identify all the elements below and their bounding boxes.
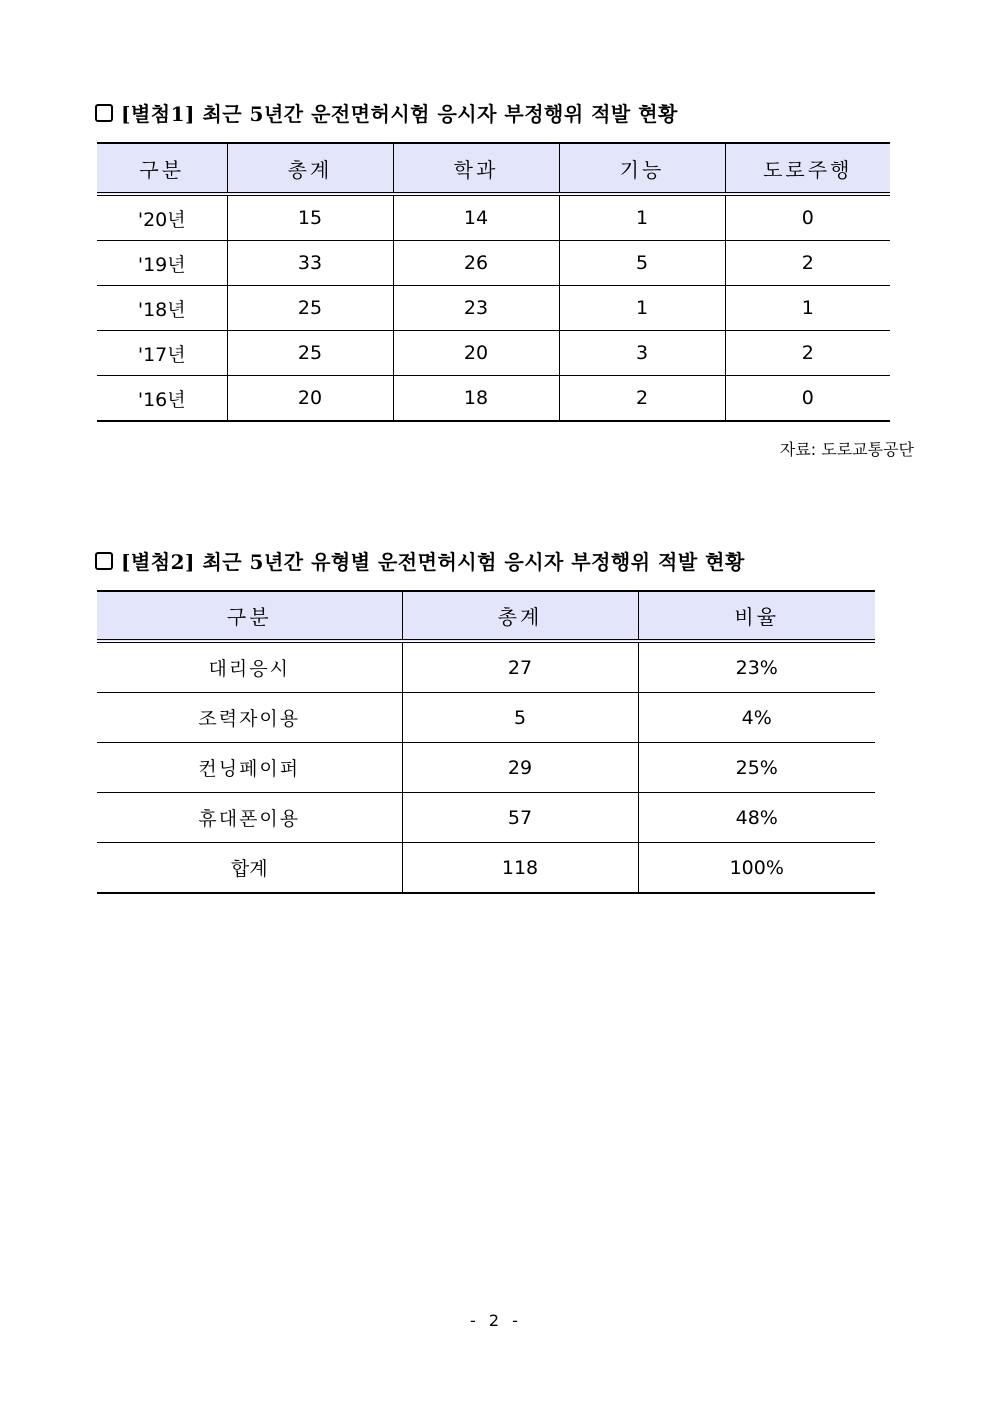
table-cell: 0 (725, 194, 890, 241)
table-cell: 23% (638, 641, 875, 693)
table-cell: 26 (393, 241, 559, 286)
table-cell: 2 (725, 241, 890, 286)
table-cell: 27 (402, 641, 638, 693)
table-cell: 5 (402, 693, 638, 743)
table-cell: 20 (393, 331, 559, 376)
table-cell: 컨닝페이퍼 (97, 743, 402, 793)
table-header-row (97, 143, 890, 194)
page-number: - 2 - (470, 1311, 522, 1330)
column-header-total: 총계 (227, 143, 393, 194)
table-header-row (97, 591, 875, 641)
column-header-category: 구분 (97, 591, 402, 641)
table-cell: 29 (402, 743, 638, 793)
table-cell: 100% (638, 843, 875, 894)
table-row (97, 693, 875, 743)
table-cell: 1 (559, 286, 725, 331)
table-cell: 1 (725, 286, 890, 331)
table-cell: '16년 (97, 376, 227, 422)
table-cell: 20 (227, 376, 393, 422)
section1-title: [별첨1] 최근 5년간 운전면허시험 응시자 부정행위 적발 현황 (121, 102, 678, 126)
table-cell: 14 (393, 194, 559, 241)
table-violations-by-type (97, 590, 875, 894)
table-cell: 2 (725, 331, 890, 376)
section2-heading (95, 546, 745, 575)
table-row (97, 743, 875, 793)
table-cell: 18 (393, 376, 559, 422)
table-cell: '18년 (97, 286, 227, 331)
table-cell: 57 (402, 793, 638, 843)
table-cell: 합계 (97, 843, 402, 894)
column-header-written: 학과 (393, 143, 559, 194)
column-header-skill: 기능 (559, 143, 725, 194)
table-cell: '19년 (97, 241, 227, 286)
table-cell: '20년 (97, 194, 227, 241)
table-cell: 15 (227, 194, 393, 241)
column-header-ratio: 비율 (638, 591, 875, 641)
table-cell: 25% (638, 743, 875, 793)
table-row (97, 331, 890, 376)
table-cell: '17년 (97, 331, 227, 376)
table-row (97, 793, 875, 843)
table-row (97, 376, 890, 422)
table-cell: 23 (393, 286, 559, 331)
table-cell: 25 (227, 331, 393, 376)
table-cell: 118 (402, 843, 638, 894)
table-cell: 5 (559, 241, 725, 286)
column-header-category: 구분 (97, 143, 227, 194)
table-cell: 조력자이용 (97, 693, 402, 743)
column-header-road: 도로주행 (725, 143, 890, 194)
table-violations-by-year (97, 142, 890, 422)
table-row (97, 641, 875, 693)
table-cell: 25 (227, 286, 393, 331)
checkbox-square-icon (95, 552, 113, 570)
table-cell: 1 (559, 194, 725, 241)
table-cell: 휴대폰이용 (97, 793, 402, 843)
table-cell: 4% (638, 693, 875, 743)
table-row (97, 241, 890, 286)
table-cell: 48% (638, 793, 875, 843)
table-cell: 33 (227, 241, 393, 286)
column-header-total: 총계 (402, 591, 638, 641)
section1-heading (95, 98, 678, 127)
table-row (97, 194, 890, 241)
section2-title: [별첨2] 최근 5년간 유형별 운전면허시험 응시자 부정행위 적발 현황 (121, 550, 745, 574)
checkbox-square-icon (95, 104, 113, 122)
table-cell: 3 (559, 331, 725, 376)
table-row (97, 286, 890, 331)
table-cell: 2 (559, 376, 725, 422)
table-row-total (97, 843, 875, 894)
table-cell: 0 (725, 376, 890, 422)
source-note: 자료: 도로교통공단 (779, 440, 914, 459)
table-cell: 대리응시 (97, 641, 402, 693)
